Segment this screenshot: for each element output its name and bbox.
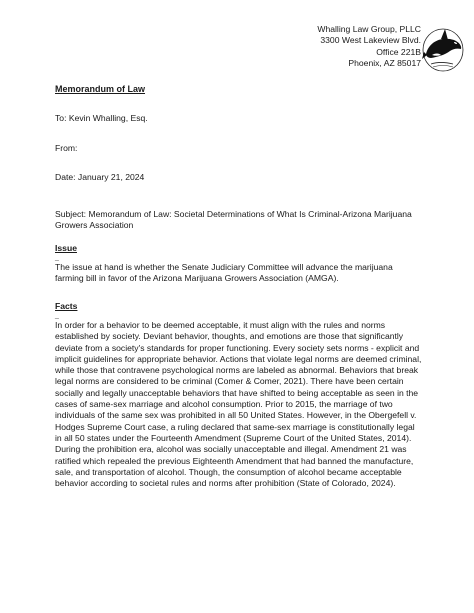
- memo-title: Memorandum of Law: [55, 84, 146, 94]
- memo-from: From:: [55, 142, 78, 153]
- issue-heading: Issue: [55, 242, 77, 253]
- firm-name: Whalling Law Group, PLLC: [317, 24, 421, 34]
- facts-heading: Facts: [55, 300, 78, 311]
- firm-street: 3300 West Lakeview Blvd.: [320, 35, 421, 46]
- issue-marker: _: [55, 254, 59, 262]
- facts-marker: _: [55, 311, 59, 319]
- memo-subject: Subject: Memorandum of Law: Societal Determinations of What Is Criminal-Arizona Marijuana Growers Association: [55, 209, 412, 231]
- memo-to: To: Kevin Whalling, Esq.: [55, 113, 148, 124]
- issue-paragraph: The issue at hand is whether the Senate Judiciary Committee will advance the marijuana farming bill in favor of the Arizona Marijuana Growers Association (AMGA).: [55, 262, 393, 284]
- firm-city: Phoenix, AZ 85017: [348, 58, 421, 69]
- firm-office: Office 221B: [376, 46, 421, 57]
- facts-paragraph: In order for a behavior to be deemed acceptable, it must align with the rules and norms established by society. Deviant behavior, thoughts, and emotions are those that significantly deviate from a society's standards for proper functioning. Every society sets norms - explicit and implicit guidelines for appropriate behavior. Actions that violate legal norms are deemed criminal, while those that contravene psychological norms are labeled as abnormal. Behaviors that break legal norms are considered to be criminal (Comer & Comer, 2021). There have been certain socially and legally unacceptable behaviors that have shifted to being acceptable as seen in the cases of same-sex marriage and alcohol consumption. Prior to 2015, the marriage of two individuals of the same sex was prohibited in all 50 United States. However, in the Obergefell v. Hodges Supreme Court case, a ruling declared that same-sex marriage is constitutionally legal in all 50 states under the Fourteenth Amendment (Supreme Court of the United States, 2014). During the prohibition era, alcohol was socially unacceptable and illegal. Amendment 21 was ratified which repealed the previous Eighteenth Amendment that had banned the manufacture, sale, and transportation of alcohol. Though, the consumption of alcohol became acceptable behavior according to societal rules and norms after prohibition (State of Colorado, 2024).: [55, 319, 422, 489]
- letterhead: [317, 24, 421, 70]
- memo-body: [55, 84, 423, 489]
- memo-date: Date: January 21, 2024: [55, 171, 145, 182]
- orca-whale-icon: [421, 24, 465, 74]
